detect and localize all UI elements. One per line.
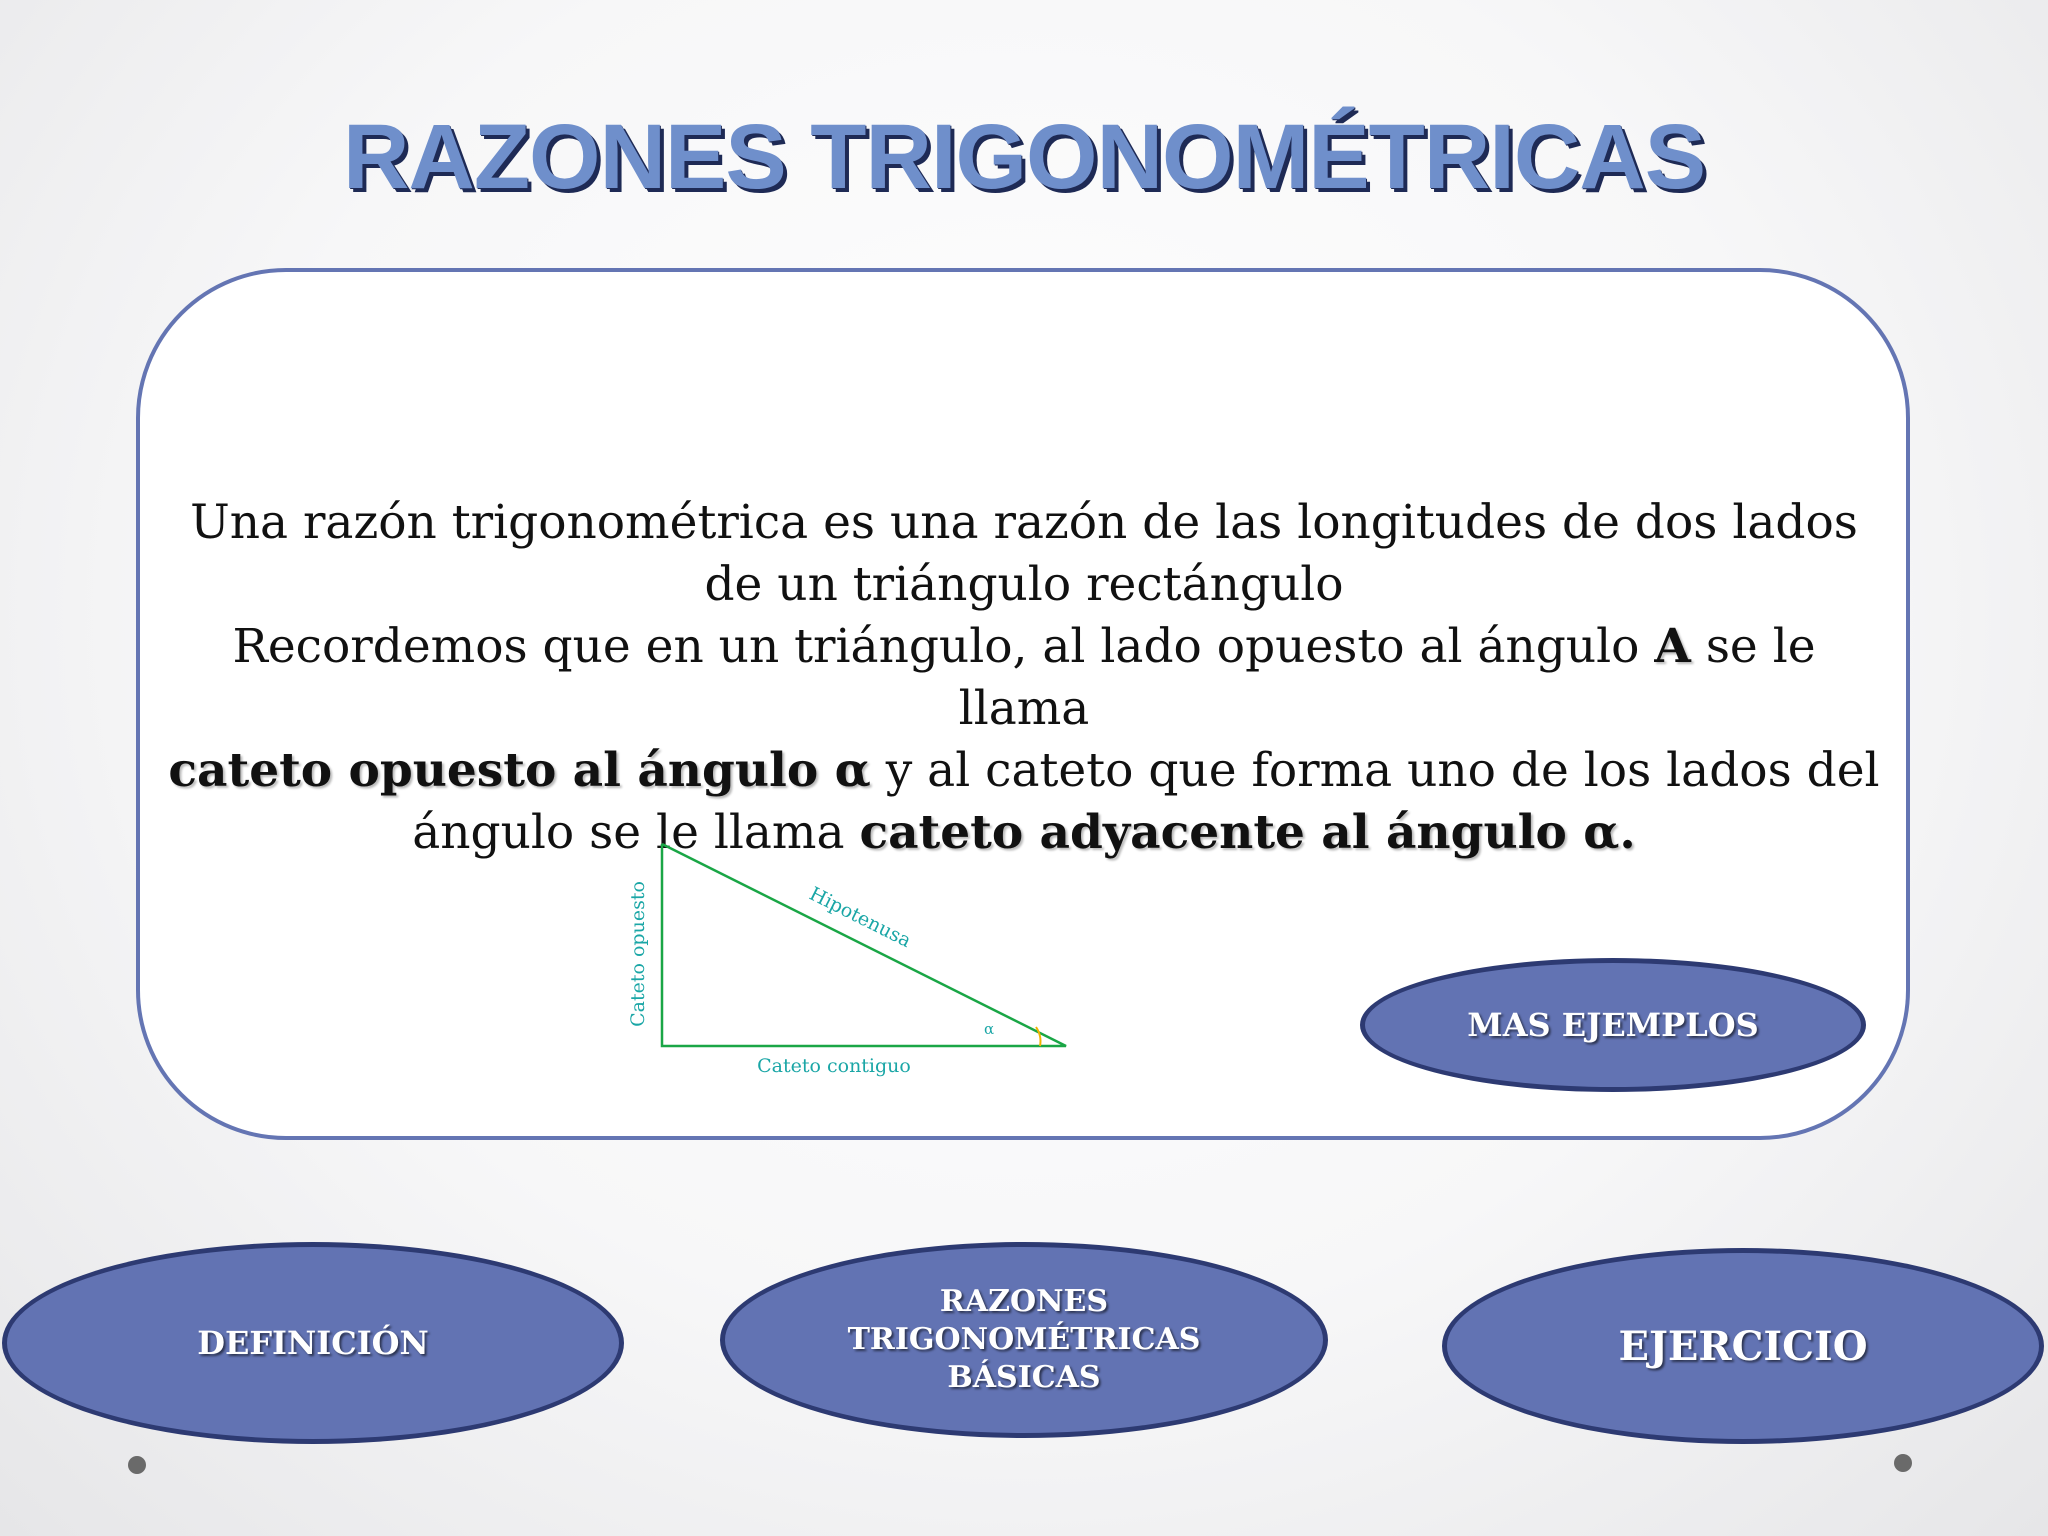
hypotenuse-label: Hipotenusa: [805, 882, 915, 953]
razones-basicas-label: [848, 1283, 1201, 1397]
opposite-leg-term: cateto opuesto al ángulo α: [168, 743, 871, 798]
definition-paragraph: [160, 492, 1888, 864]
adjacent-leg-term: cateto adyacente al ángulo α.: [859, 805, 1636, 860]
angle-a-term: A: [1654, 619, 1691, 674]
opposite-leg-label: Cateto opuesto: [627, 881, 649, 1027]
paragraph-text: y al cateto que forma uno de los lados del: [870, 743, 1880, 798]
triangle-outline: [662, 844, 1066, 1046]
right-triangle-diagram: [600, 820, 1100, 1090]
paragraph-line: Una razón trigonométrica es una razón de las longitudes de dos lados: [190, 495, 1858, 550]
ejercicio-button[interactable]: [1442, 1248, 2044, 1444]
ejercicio-label: EJERCICIO: [1618, 1322, 1868, 1370]
adjacent-leg-label: Cateto contiguo: [757, 1055, 911, 1077]
razones-label-line: BÁSICAS: [947, 1360, 1101, 1395]
paragraph-line: de un triángulo rectángulo: [704, 557, 1344, 612]
angle-arc: [1036, 1027, 1041, 1046]
slide-title: RAZONES TRIGONOMÉTRICAS: [342, 106, 1706, 208]
razones-label-line: TRIGONOMÉTRICAS: [847, 1322, 1201, 1357]
definicion-label: DEFINICIÓN: [197, 1324, 429, 1362]
definicion-button[interactable]: [2, 1242, 624, 1444]
mas-ejemplos-button[interactable]: [1360, 958, 1866, 1092]
angle-alpha-label: α: [984, 1020, 995, 1038]
paragraph-line: [160, 740, 1888, 802]
bullet-dot-icon: [1894, 1454, 1912, 1472]
mas-ejemplos-label: MAS EJEMPLOS: [1467, 1006, 1759, 1044]
paragraph-text: se le llama: [958, 619, 1816, 736]
paragraph-line: [160, 616, 1888, 740]
bullet-dot-icon: [128, 1456, 146, 1474]
razones-basicas-button[interactable]: [720, 1242, 1328, 1438]
razones-label-line: RAZONES: [939, 1284, 1109, 1319]
paragraph-text: Recordemos que en un triángulo, al lado opuesto al ángulo: [232, 619, 1655, 674]
paragraph-text: ángulo se le llama: [412, 805, 860, 860]
